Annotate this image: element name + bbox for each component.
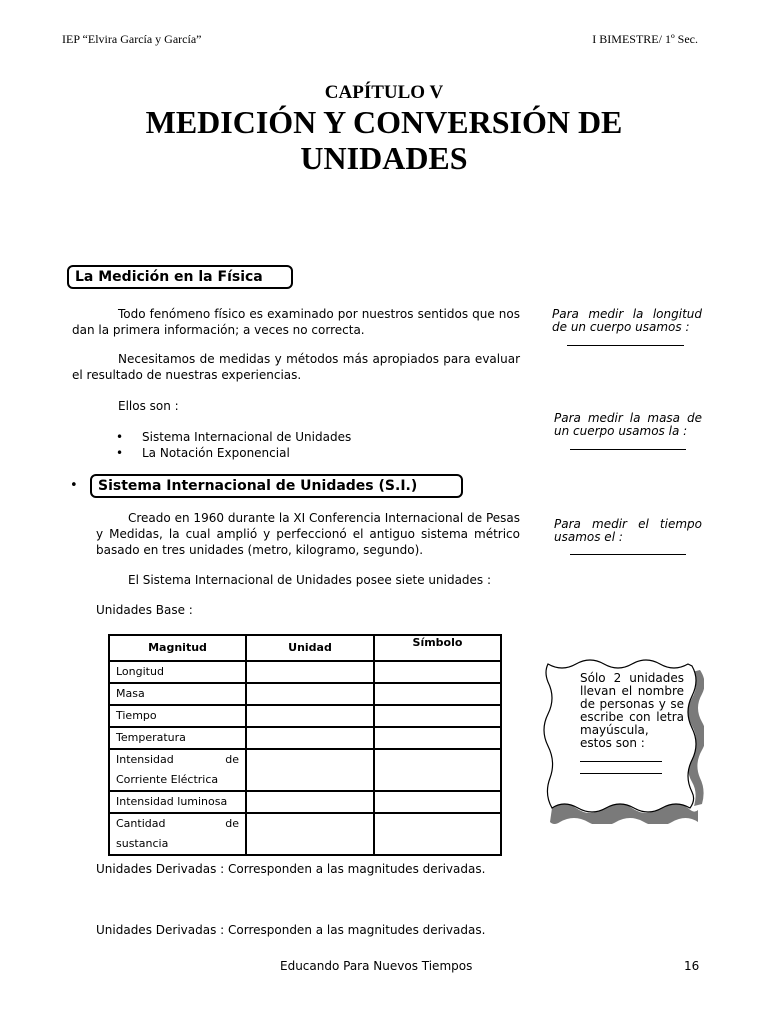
list-item: • La Notación Exponencial xyxy=(116,446,290,460)
table-cell[interactable] xyxy=(246,749,374,791)
title-line-2: UNIDADES xyxy=(300,140,468,176)
table-cell[interactable] xyxy=(374,813,501,855)
table-cell[interactable] xyxy=(246,661,374,683)
table-cell: Cantidad de sustancia xyxy=(109,813,246,855)
page-number: 16 xyxy=(684,959,700,973)
base-units-label: Unidades Base : xyxy=(96,603,193,617)
sidebar-question-mass: Para medir la masa de un cuerpo usamos la : xyxy=(554,411,702,438)
table-cell[interactable] xyxy=(374,683,501,705)
derived-units-text: Unidades Derivadas : Corresponden a las magnitudes derivadas. xyxy=(96,862,486,876)
table-row xyxy=(109,661,501,683)
table-cell[interactable] xyxy=(246,813,374,855)
header-simbolo: Símbolo xyxy=(374,635,501,661)
section-heading-si: Sistema Internacional de Unidades (S.I.) xyxy=(90,474,463,498)
table-cell: Masa xyxy=(109,683,246,705)
table-cell: Longitud xyxy=(109,661,246,683)
table-row xyxy=(109,813,501,855)
table-cell[interactable] xyxy=(374,727,501,749)
table-cell[interactable] xyxy=(246,791,374,813)
list-item: • Sistema Internacional de Unidades xyxy=(116,430,352,444)
answer-blank-length[interactable] xyxy=(567,345,684,346)
table-cell: Tiempo xyxy=(109,705,246,727)
table-cell: Temperatura xyxy=(109,727,246,749)
sidebar-question-time: Para medir el tiempo usamos el : xyxy=(554,517,702,544)
title-line-1: MEDICIÓN Y CONVERSIÓN DE xyxy=(145,104,623,140)
table-row xyxy=(109,749,501,791)
table-header-row xyxy=(109,635,501,661)
paragraph-1: Todo fenómeno físico es examinado por nuestros sentidos que nos dan la primera información; a veces no correcta. xyxy=(72,307,520,337)
header-magnitud: Magnitud xyxy=(109,635,246,661)
table-cell[interactable] xyxy=(246,727,374,749)
table-cell[interactable] xyxy=(374,705,501,727)
paragraph-si-1: Creado en 1960 durante la XI Conferencia Internacional de Pesas y Medidas, la cual amplió y perfeccionó el antiguo sistema métrico basado en tres unidades (metro, kilogramo, segundo). xyxy=(96,511,520,557)
table-cell: Intensidad de Corriente Eléctrica xyxy=(109,749,246,791)
table-cell[interactable] xyxy=(374,749,501,791)
period-label: I BIMESTRE/ 1º Sec. xyxy=(592,32,698,46)
footer-motto: Educando Para Nuevos Tiempos xyxy=(280,959,473,973)
table-cell[interactable] xyxy=(246,705,374,727)
chapter-label: CAPÍTULO V xyxy=(324,82,444,103)
page-title xyxy=(0,104,768,176)
table-row xyxy=(109,683,501,705)
paragraph-2: Necesitamos de medidas y métodos más apropiados para evaluar el resultado de nuestras experiencias. xyxy=(72,352,520,382)
answer-blank-note-1[interactable] xyxy=(580,761,662,762)
paragraph-3: Ellos son : xyxy=(118,399,179,413)
table-row xyxy=(109,727,501,749)
sidebar-note-text: Sólo 2 unidades llevan el nombre de personas y se escribe con letra mayúscula, estos son : xyxy=(580,671,684,750)
section-heading-medicion: La Medición en la Física xyxy=(67,265,293,289)
table-cell[interactable] xyxy=(374,791,501,813)
table-cell[interactable] xyxy=(246,683,374,705)
school-name: IEP “Elvira García y García” xyxy=(62,32,202,46)
note-shadow xyxy=(550,803,698,824)
derived-units-text-2: Unidades Derivadas : Corresponden a las magnitudes derivadas. xyxy=(96,923,486,937)
header-unidad: Unidad xyxy=(246,635,374,661)
answer-blank-time[interactable] xyxy=(570,554,686,555)
units-table xyxy=(108,634,502,856)
table-row xyxy=(109,705,501,727)
table-row xyxy=(109,791,501,813)
table-cell[interactable] xyxy=(374,661,501,683)
table-cell: Intensidad luminosa xyxy=(109,791,246,813)
answer-blank-mass[interactable] xyxy=(570,449,686,450)
bullet-list xyxy=(116,429,351,461)
paragraph-si-2: El Sistema Internacional de Unidades posee siete unidades : xyxy=(128,573,492,587)
section-bullet: • xyxy=(70,478,78,493)
answer-blank-note-2[interactable] xyxy=(580,773,662,774)
sidebar-question-length: Para medir la longitud de un cuerpo usamos : xyxy=(552,307,702,334)
